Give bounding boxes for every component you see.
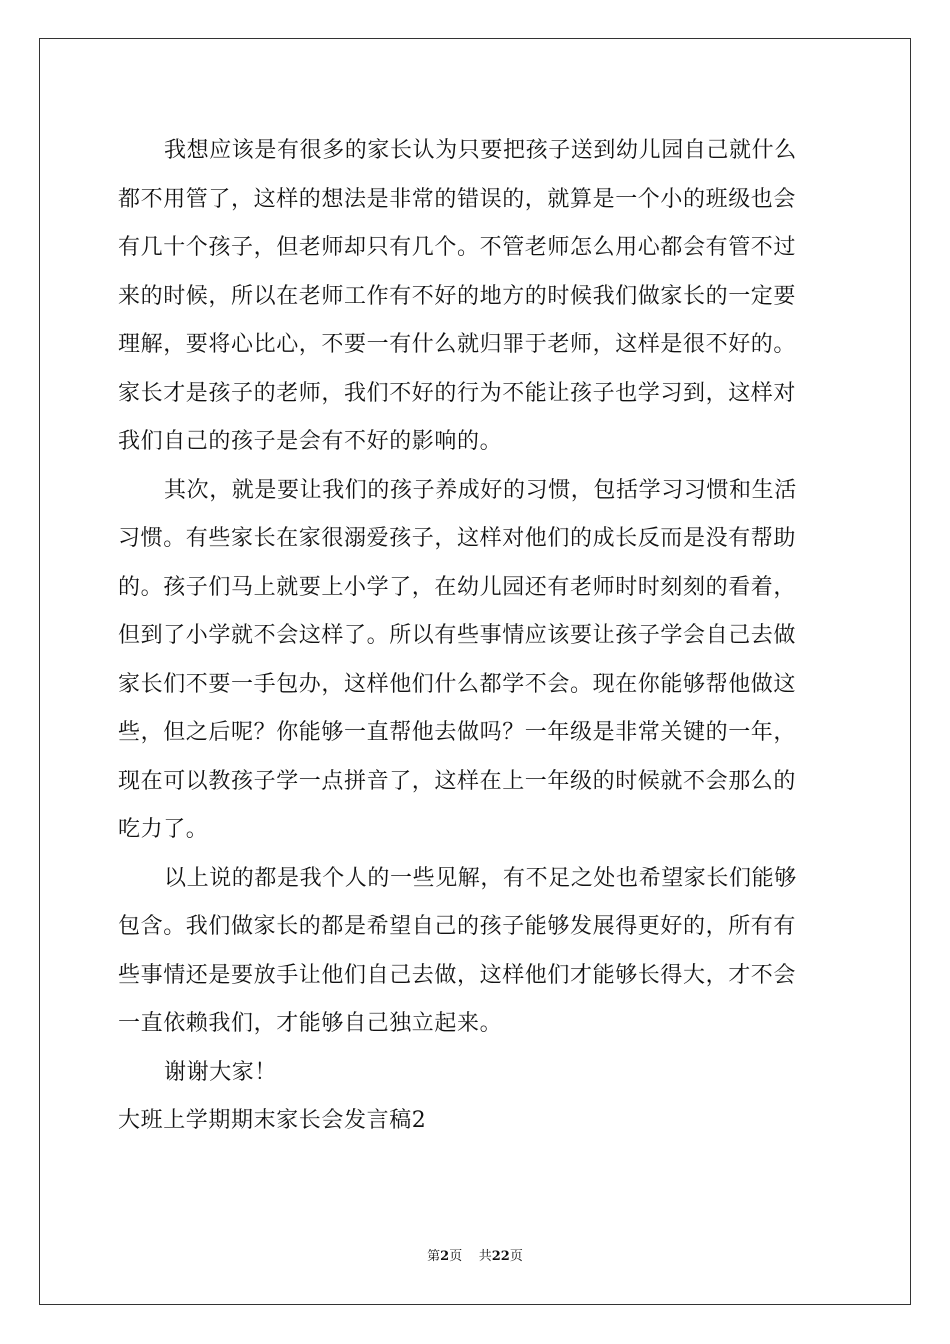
total-prefix: 共 [478,1249,492,1264]
text-line: 其次，就是要让我们的孩子养成好的习惯，包括学习习惯和生活 [164,477,797,503]
text-line: 有几十个孩子，但老师却只有几个。不管老师怎么用心都会有管不过 [118,235,797,260]
text-line: 些事情还是要放手让他们自己去做，这样他们才能够长得大，才不会 [118,962,797,988]
document-body [118,127,838,1146]
text-line: 理解，要将心比心，不要一有什么就归罪于老师，这样是很不好的。 [118,332,797,357]
text-line: 的。孩子们马上就要上小学了，在幼儿园还有老师时时刻刻的看着， [118,574,797,600]
closing-line: 谢谢大家！ [164,1059,278,1085]
section-heading: 大班上学期期末家长会发言稿2 [118,1108,427,1133]
text-line: 一直依赖我们，才能够自己独立起来。 [118,1011,503,1036]
text-line: 家长们不要一手包办，这样他们什么都学不会。现在你能够帮他做这 [118,671,797,697]
text-line: 家长才是孩子的老师，我们不好的行为不能让孩子也学习到，这样对 [118,380,797,406]
text-line: 以上说的都是我个人的一些见解，有不足之处也希望家长们能够 [164,865,797,891]
text-line: 但到了小学就不会这样了。所以有些事情应该要让孩子学会自己去做 [118,623,797,648]
page-prefix: 第 [427,1249,441,1264]
text-line: 都不用管了，这样的想法是非常的错误的，就算是一个小的班级也会 [118,186,797,212]
page-total: 22 [491,1249,510,1264]
page-current: 2 [440,1249,450,1264]
text-line: 吃力了。 [118,817,209,842]
text-line: 我们自己的孩子是会有不好的影响的。 [118,429,503,454]
total-suffix: 页 [509,1249,523,1264]
text-line: 些，但之后呢？你能够一直帮他去做吗？一年级是非常关键的一年， [118,720,797,745]
text-line: 习惯。有些家长在家很溺爱孩子，这样对他们的成长反而是没有帮助 [118,526,797,551]
text-line: 我想应该是有很多的家长认为只要把孩子送到幼儿园自己就什么 [164,138,797,163]
page-suffix: 页 [449,1249,463,1264]
page-footer [0,1248,950,1266]
text-line: 来的时候，所以在老师工作有不好的地方的时候我们做家长的一定要 [118,283,797,309]
text-line: 包含。我们做家长的都是希望自己的孩子能够发展得更好的，所有有 [118,914,797,939]
text-line: 现在可以教孩子学一点拼音了，这样在上一年级的时候就不会那么的 [118,768,797,794]
